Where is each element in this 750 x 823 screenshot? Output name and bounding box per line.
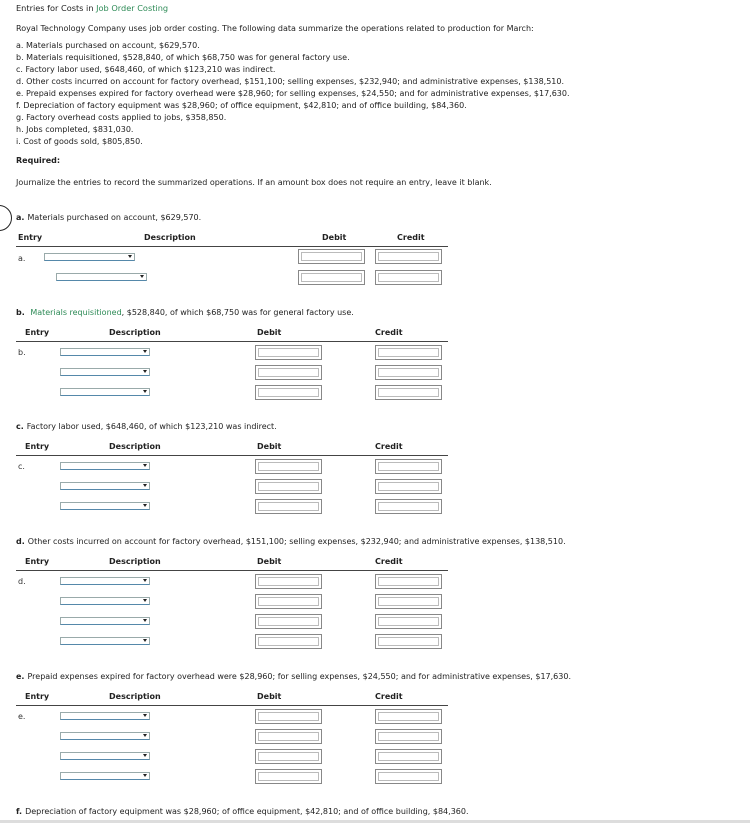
debit-input[interactable]: [255, 709, 322, 724]
header-credit: Credit: [375, 557, 403, 566]
intro-text: Royal Technology Company uses job order costing. The following data summarize the operations related to production for March:: [16, 24, 534, 33]
prompt-b: b. Materials requisitioned, $528,840, of which $68,750 was for general factory use.: [16, 308, 354, 317]
debit-input[interactable]: [255, 365, 322, 380]
credit-input[interactable]: [375, 385, 442, 400]
prompt-a: a. Materials purchased on account, $629,570.: [16, 213, 202, 222]
chevron-down-icon: [143, 754, 147, 757]
data-item-b: b. Materials requisitioned, $528,840, of which $68,750 was for general factory use.: [16, 53, 350, 62]
chevron-down-icon: [143, 734, 147, 737]
data-item-g: g. Factory overhead costs applied to jobs, $358,850.: [16, 113, 227, 122]
header-description: Description: [109, 442, 161, 451]
chevron-down-icon: [143, 464, 147, 467]
description-select[interactable]: [60, 637, 150, 645]
entry-letter: b.: [18, 348, 26, 357]
data-item-i: i. Cost of goods sold, $805,850.: [16, 137, 143, 146]
credit-input[interactable]: [375, 574, 442, 589]
credit-input[interactable]: [375, 459, 442, 474]
required-label: Required:: [16, 156, 61, 165]
credit-input[interactable]: [375, 365, 442, 380]
chevron-down-icon: [143, 599, 147, 602]
credit-input[interactable]: [375, 499, 442, 514]
chevron-down-icon: [143, 350, 147, 353]
description-select[interactable]: [60, 388, 150, 396]
header-debit: Debit: [257, 692, 282, 701]
data-item-c: c. Factory labor used, $648,460, of which $123,210 was indirect.: [16, 65, 276, 74]
description-select[interactable]: [60, 577, 150, 585]
description-select[interactable]: [60, 502, 150, 510]
debit-input[interactable]: [255, 614, 322, 629]
title-link[interactable]: Job Order Costing: [96, 3, 169, 13]
credit-input[interactable]: [375, 769, 442, 784]
header-divider: [16, 455, 448, 456]
header-divider: [16, 246, 448, 247]
prompt-link[interactable]: Materials requisitioned: [30, 308, 122, 317]
description-select[interactable]: [60, 617, 150, 625]
header-description: Description: [109, 692, 161, 701]
header-credit: Credit: [375, 442, 403, 451]
entry-letter: d.: [18, 577, 26, 586]
status-circle-icon: [0, 205, 12, 231]
prompt-c: c. Factory labor used, $648,460, of which $123,210 was indirect.: [16, 422, 277, 431]
description-select[interactable]: [60, 482, 150, 490]
prompt-d: d. Other costs incurred on account for factory overhead, $151,100; selling expenses, $232,940; and administrative expenses, $138,510.: [16, 537, 566, 546]
chevron-down-icon: [140, 275, 144, 278]
credit-input[interactable]: [375, 749, 442, 764]
header-description: Description: [109, 328, 161, 337]
debit-input[interactable]: [298, 249, 365, 264]
description-select[interactable]: [56, 273, 147, 281]
credit-input[interactable]: [375, 634, 442, 649]
header-entry: Entry: [18, 233, 43, 242]
data-item-e: e. Prepaid expenses expired for factory overhead were $28,960; for selling expenses, $24,550; and for administrative expenses, $17,630.: [16, 89, 570, 98]
debit-input[interactable]: [255, 729, 322, 744]
credit-input[interactable]: [375, 270, 442, 285]
description-select[interactable]: [60, 368, 150, 376]
page-title: Entries for Costs in Job Order Costing: [16, 3, 169, 13]
credit-input[interactable]: [375, 594, 442, 609]
data-item-h: h. Jobs completed, $831,030.: [16, 125, 134, 134]
chevron-down-icon: [143, 774, 147, 777]
credit-input[interactable]: [375, 614, 442, 629]
chevron-down-icon: [128, 255, 132, 258]
header-divider: [16, 341, 448, 342]
header-debit: Debit: [257, 328, 282, 337]
description-select[interactable]: [60, 732, 150, 740]
description-select[interactable]: [60, 348, 150, 356]
header-credit: Credit: [375, 328, 403, 337]
header-debit: Debit: [322, 233, 347, 242]
header-credit: Credit: [397, 233, 425, 242]
header-description: Description: [109, 557, 161, 566]
chevron-down-icon: [143, 504, 147, 507]
credit-input[interactable]: [375, 729, 442, 744]
description-select[interactable]: [60, 597, 150, 605]
data-item-f: f. Depreciation of factory equipment was $28,960; of office equipment, $42,810; and of office building, $84,360.: [16, 101, 467, 110]
chevron-down-icon: [143, 619, 147, 622]
debit-input[interactable]: [255, 499, 322, 514]
chevron-down-icon: [143, 484, 147, 487]
header-description: Description: [144, 233, 196, 242]
header-debit: Debit: [257, 442, 282, 451]
header-debit: Debit: [257, 557, 282, 566]
debit-input[interactable]: [255, 479, 322, 494]
credit-input[interactable]: [375, 709, 442, 724]
debit-input[interactable]: [255, 749, 322, 764]
chevron-down-icon: [143, 639, 147, 642]
debit-input[interactable]: [255, 594, 322, 609]
description-select[interactable]: [44, 253, 135, 261]
header-entry: Entry: [25, 328, 50, 337]
header-divider: [16, 570, 448, 571]
header-divider: [16, 705, 448, 706]
prompt-f: f. Depreciation of factory equipment was $28,960; of office equipment, $42,810; and of office building, $84,360.: [16, 807, 469, 816]
header-entry: Entry: [25, 442, 50, 451]
entry-letter: c.: [18, 462, 25, 471]
header-credit: Credit: [375, 692, 403, 701]
chevron-down-icon: [143, 390, 147, 393]
chevron-down-icon: [143, 370, 147, 373]
credit-input[interactable]: [375, 345, 442, 360]
credit-input[interactable]: [375, 249, 442, 264]
entry-letter: e.: [18, 712, 26, 721]
header-entry: Entry: [25, 692, 50, 701]
description-select[interactable]: [60, 712, 150, 720]
data-item-a: a. Materials purchased on account, $629,570.: [16, 41, 200, 50]
debit-input[interactable]: [255, 459, 322, 474]
description-select[interactable]: [60, 752, 150, 760]
header-entry: Entry: [25, 557, 50, 566]
debit-input[interactable]: [255, 345, 322, 360]
debit-input[interactable]: [255, 385, 322, 400]
entry-letter: a.: [18, 254, 26, 263]
debit-input[interactable]: [255, 634, 322, 649]
chevron-down-icon: [143, 714, 147, 717]
prompt-e: e. Prepaid expenses expired for factory overhead were $28,960; for selling expenses, $24,550; and for administrative expenses, $17,630.: [16, 672, 571, 681]
chevron-down-icon: [143, 579, 147, 582]
debit-input[interactable]: [255, 769, 322, 784]
data-item-d: d. Other costs incurred on account for factory overhead, $151,100; selling expenses, $232,940; and administrative expenses, $138,510.: [16, 77, 565, 86]
instructions: Journalize the entries to record the summarized operations. If an amount box does not require an entry, leave it blank.: [16, 178, 492, 187]
credit-input[interactable]: [375, 479, 442, 494]
debit-input[interactable]: [298, 270, 365, 285]
description-select[interactable]: [60, 772, 150, 780]
debit-input[interactable]: [255, 574, 322, 589]
description-select[interactable]: [60, 462, 150, 470]
